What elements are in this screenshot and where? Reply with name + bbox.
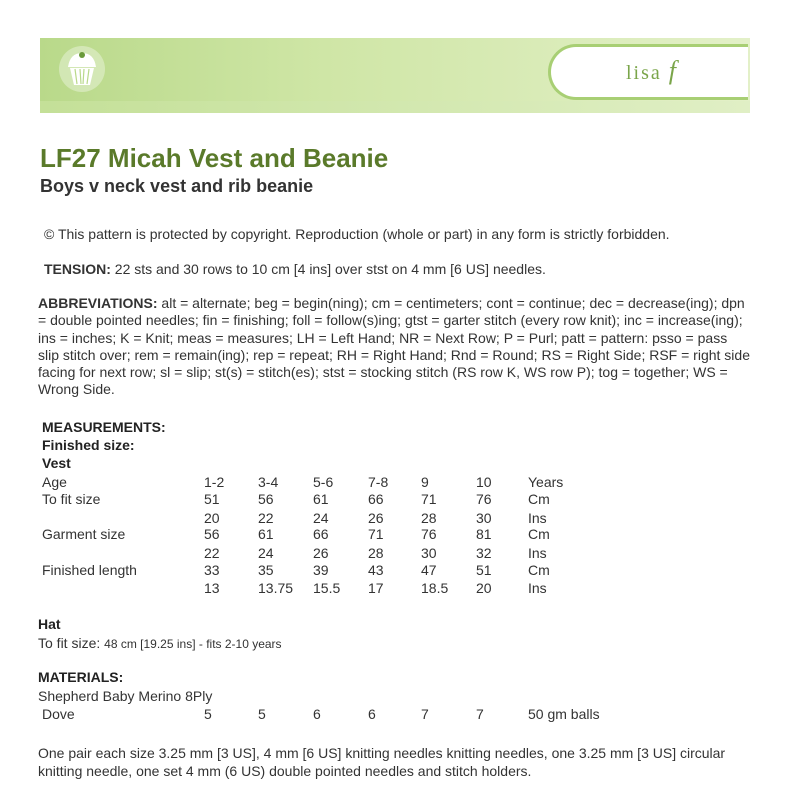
table-cell: 3-4 (258, 474, 279, 490)
materials-heading: MATERIALS: (38, 669, 124, 685)
table-cell: 66 (313, 526, 329, 542)
row-unit: Ins (528, 510, 547, 526)
table-cell: 76 (476, 491, 492, 507)
table-cell: 51 (476, 562, 492, 578)
table-cell: 56 (258, 491, 274, 507)
row-label: Garment size (42, 526, 126, 542)
table-cell: 32 (476, 545, 492, 561)
row-unit: Ins (528, 545, 547, 561)
table-cell: 56 (204, 526, 220, 542)
brand-logo (626, 56, 678, 86)
table-cell: 7 (421, 706, 429, 722)
table-cell: 22 (258, 510, 274, 526)
table-cell: 7 (476, 706, 484, 722)
abbreviations-section (38, 295, 750, 399)
needles-text: One pair each size 3.25 mm [3 US], 4 mm [6 US] knitting needles knitting needles, one 3.25 mm [3 US] circular knitting needle, one set 4 mm (6 US) double pointed needles and stitch holders. (38, 745, 726, 779)
table-cell: 61 (258, 526, 274, 542)
table-cell: 71 (368, 526, 384, 542)
row-unit: Cm (528, 491, 550, 507)
tension-label: TENSION: (44, 261, 111, 277)
table-cell: 28 (368, 545, 384, 561)
tension-text: 22 sts and 30 rows to 10 cm [4 ins] over stst on 4 mm [6 US] needles. (110, 261, 546, 277)
table-cell: 39 (313, 562, 329, 578)
row-unit: Ins (528, 580, 547, 596)
header-banner-strip (40, 101, 750, 113)
table-cell: 5 (204, 706, 212, 722)
table-cell: 18.5 (421, 580, 449, 596)
table-cell: 9 (421, 474, 429, 490)
table-cell: 33 (204, 562, 220, 578)
row-label: To fit size (42, 491, 101, 507)
table-cell: 24 (313, 510, 329, 526)
cupcake-logo-icon (58, 45, 106, 93)
table-cell: 26 (368, 510, 384, 526)
table-row (0, 562, 800, 580)
table-cell: 61 (313, 491, 329, 507)
abbreviations-label: ABBREVIATIONS: (38, 295, 158, 311)
abbreviations-text: alt = alternate; beg = begin(ning); cm = centimeters; cont = continue; dec = decrease(ing); dpn = double pointed needles; fin = finishing; foll = follow(s)ing; gtst = garter stitch (every row knit); inc = increase(ing); ins = inches; K = Knit; meas = measures; LH = Left Hand; NR = Next Row; P = Purl; patt = pattern: psso = pass slip stitch over; rem = remain(ing); rep = repeat; RH = Right Hand; Rnd = Round; RS = Right Side; RSF = right side facing for next row; sl = slip; st(s) = stitch(es); stst = stocking stitch (RS row K, WS row P); tog = together; WS = Wrong Side. (38, 295, 750, 398)
measurements-heading: MEASUREMENTS: (42, 419, 166, 435)
table-cell: 5-6 (313, 474, 334, 490)
row-label: Dove (42, 706, 75, 722)
table-cell: 43 (368, 562, 384, 578)
table-cell: 28 (421, 510, 437, 526)
table-cell: 26 (313, 545, 329, 561)
hat-heading: Hat (38, 616, 61, 632)
table-cell: 71 (421, 491, 437, 507)
copyright-notice: © This pattern is protected by copyright. Reproduction (whole or part) in any form is strictly forbidden. (44, 226, 670, 242)
row-unit: Cm (528, 562, 550, 578)
table-cell: 22 (204, 545, 220, 561)
hat-size-text: 48 cm [19.25 ins] - fits 2-10 years (104, 637, 282, 651)
table-cell: 30 (476, 510, 492, 526)
table-cell: 51 (204, 491, 220, 507)
tension-section (44, 261, 546, 277)
table-cell: 1-2 (204, 474, 225, 490)
vest-heading: Vest (42, 455, 71, 471)
table-cell: 6 (313, 706, 321, 722)
table-cell: 7-8 (368, 474, 389, 490)
table-row (0, 526, 800, 544)
row-unit: 50 gm balls (528, 706, 600, 722)
table-cell: 81 (476, 526, 492, 542)
table-cell: 6 (368, 706, 376, 722)
table-cell: 47 (421, 562, 437, 578)
table-cell: 20 (204, 510, 220, 526)
table-cell: 15.5 (313, 580, 341, 596)
row-unit: Cm (528, 526, 550, 542)
brand-text: lisa (626, 62, 662, 84)
table-row (0, 706, 800, 724)
table-cell: 30 (421, 545, 437, 561)
table-cell: 35 (258, 562, 274, 578)
table-row (0, 491, 800, 509)
table-row (0, 580, 800, 598)
row-unit: Years (528, 474, 564, 490)
table-cell: 5 (258, 706, 266, 722)
table-cell: 76 (421, 526, 437, 542)
table-cell: 13 (204, 580, 220, 596)
finished-size-heading: Finished size: (42, 437, 135, 453)
pattern-title: LF27 Micah Vest and Beanie (40, 143, 389, 173)
yarn-name: Shepherd Baby Merino 8Ply (38, 688, 213, 704)
table-cell: 17 (368, 580, 384, 596)
row-label: Age (42, 474, 67, 490)
hat-size (38, 635, 282, 651)
hat-size-label: To fit size: (38, 635, 105, 651)
table-cell: 10 (476, 474, 492, 490)
row-label: Finished length (42, 562, 137, 578)
table-cell: 66 (368, 491, 384, 507)
brand-f: f (668, 56, 679, 85)
pattern-subtitle: Boys v neck vest and rib beanie (40, 176, 314, 196)
table-cell: 20 (476, 580, 492, 596)
table-row (0, 545, 800, 563)
table-row (0, 474, 800, 492)
table-cell: 13.75 (258, 580, 294, 596)
table-cell: 24 (258, 545, 274, 561)
